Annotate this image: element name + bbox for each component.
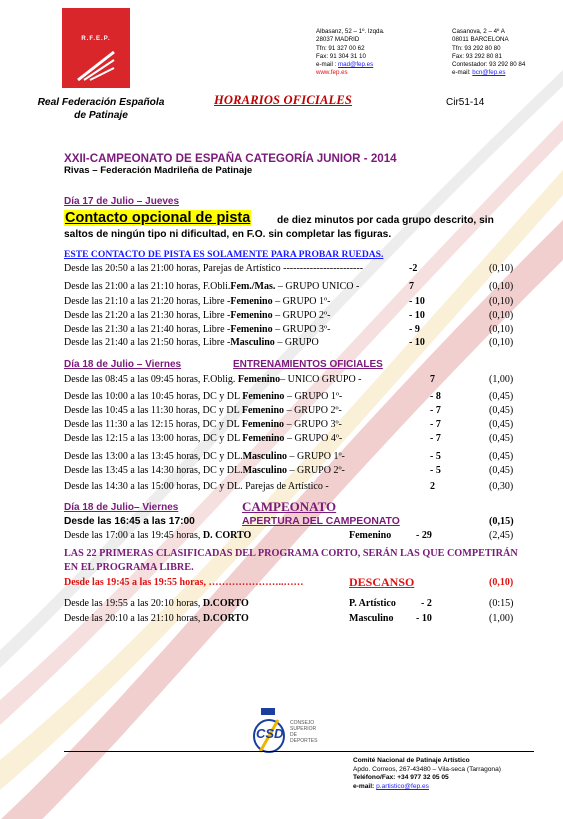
schedule-row: [64, 612, 524, 626]
footer-email-line: [353, 783, 501, 792]
row-time: Desde las 19:55 a las 20:10 horas,: [64, 598, 203, 609]
row-category: Femenino: [241, 405, 285, 416]
row-text: [64, 450, 345, 464]
row-text: [64, 432, 342, 446]
csd-caption-line: CONSEJO: [290, 720, 315, 726]
email-prefix: e-mail :: [316, 61, 339, 69]
csd-caption-line: DEPORTES: [290, 738, 318, 744]
row-category: Femenino: [349, 530, 392, 541]
row-count: 7: [409, 281, 414, 292]
row-time: Desde las 21:00 a las 21:10 horas, F.Obli.: [64, 281, 231, 292]
descanso-time: [64, 576, 303, 590]
schedule-row: [64, 529, 524, 543]
address-line: Tfn: 91 327 00 62: [316, 44, 365, 52]
row-time: Desde las 20:50 a las 21:00 horas, Parejas de Artístico ------------------------: [64, 263, 364, 274]
address-line: Fax: 91 304 31 10: [316, 52, 366, 60]
row-duration: (0,10): [489, 296, 514, 307]
row-text: [64, 612, 249, 626]
row-duration: (0,10): [489, 310, 514, 321]
row-text: [64, 295, 330, 309]
row-duration: (1,00): [489, 374, 514, 385]
row-count: - 7: [430, 405, 441, 416]
address-line: 28037 MADRID: [316, 36, 360, 44]
row-count: 2: [430, 481, 435, 492]
row-program: D.CORTO: [202, 598, 249, 609]
row-count: - 7: [430, 433, 441, 444]
row-group: – GRUPO 3º-: [272, 324, 331, 335]
row-duration: (0,45): [489, 451, 514, 462]
row-category: Masculino: [242, 451, 288, 462]
row-category: Fem./Mas.: [230, 281, 276, 292]
row-count: - 10: [409, 337, 425, 348]
csd-caption-line: SUPERIOR DE: [290, 726, 317, 738]
apertura-duration: (0,15): [489, 516, 514, 527]
row-group: – UNICO GRUPO -: [280, 374, 362, 385]
row-text: [64, 262, 363, 276]
schedule-row: [64, 373, 524, 387]
row-text: [64, 373, 362, 387]
address-line: Tfn: 93 292 80 80: [452, 44, 501, 52]
row-program: D.CORTO: [202, 613, 249, 624]
row-time: Desde las 12:15 a las 13:00 horas, DC y DL: [64, 433, 243, 444]
row-duration: (0,30): [489, 481, 514, 492]
madrid-email-line: [316, 61, 385, 69]
row-duration: (0,45): [489, 391, 514, 402]
barcelona-email-link[interactable]: bcn@fep.es: [472, 69, 506, 77]
schedule-row: [64, 295, 524, 309]
row-group: – GRUPO 2º-: [284, 405, 342, 416]
row-text: [64, 323, 330, 337]
row-group: – GRUPO: [274, 337, 319, 348]
row-category: Femenino: [230, 296, 273, 307]
contacto-description: de diez minutos por cada grupo descrito, sin: [277, 215, 494, 226]
madrid-email-link[interactable]: mad@fep.es: [338, 61, 374, 69]
row-text: [64, 404, 342, 418]
schedule-row: [64, 597, 524, 611]
row-category: Femenino: [230, 324, 273, 335]
descanso-row: [64, 576, 524, 590]
row-count: 7: [430, 374, 435, 385]
row-category: Femenino: [241, 419, 285, 430]
row-category: Masculino: [230, 337, 275, 348]
footer-line: Comité Nacional de Patinaje Artístico: [353, 757, 470, 764]
schedule-row: [64, 309, 524, 323]
row-text: [64, 597, 249, 611]
federation-name-line: Real Federación Española: [37, 97, 165, 108]
row-duration: (0,10): [489, 324, 514, 335]
row-text: [64, 280, 359, 294]
row-time: Desde las 10:00 a las 10:45 horas, DC y DL: [64, 391, 243, 402]
row-group: – GRUPO 2º-: [287, 465, 345, 476]
row-count: - 10: [416, 613, 432, 624]
row-text: [64, 464, 345, 478]
footer-divider: [64, 751, 534, 752]
row-category: Femenino: [242, 433, 285, 444]
row-group: – GRUPO 4º-: [284, 433, 343, 444]
row-duration: (0,45): [489, 433, 514, 444]
clasificacion-note: LAS 22 PRIMERAS CLASIFICADAS DEL PROGRAMA CORTO, SERÁN LAS QUE COMPETIRÁN EN EL PROGRAMA LIBRE.: [64, 548, 518, 573]
barcelona-address: [452, 28, 525, 78]
row-count: - 9: [409, 324, 420, 335]
row-time: Desde las 17:00 a las 19:45 horas,: [64, 530, 203, 541]
day3-heading: Día 18 de Julio– Viernes: [64, 502, 179, 513]
csd-caption: [290, 720, 322, 744]
page-title: XXII-CAMPEONATO DE ESPAÑA CATEGORÍA JUNIOR - 2014: [64, 152, 397, 165]
skate-mark-icon: [74, 46, 118, 82]
schedule-row: [64, 280, 524, 294]
row-count: - 10: [409, 296, 425, 307]
page-subtitle: Rivas – Federación Madrileña de Patinaje: [64, 165, 253, 176]
row-category: Femenino: [230, 310, 273, 321]
row-time: Desde las 13:45 a las 14:30 horas, DC y DL.: [64, 465, 243, 476]
footer-contact: [353, 757, 501, 792]
descanso-dots: …………………..……: [208, 577, 304, 588]
row-program: D. CORTO: [202, 530, 252, 541]
email-prefix: e-mail:: [452, 69, 473, 77]
footer-line: Teléfono/Fax: +34 977 32 05 05: [353, 774, 449, 782]
row-time: Desde las 11:30 a las 12:15 horas, DC y DL: [64, 419, 242, 430]
schedule-row: [64, 262, 524, 276]
schedule-row: [64, 418, 524, 432]
schedule-row: [64, 336, 524, 350]
footer-email-link[interactable]: p.artistico@fep.es: [376, 783, 429, 791]
schedule-row: [64, 464, 524, 478]
csd-letters: CSD: [256, 726, 284, 741]
schedule-row: [64, 480, 524, 494]
contacto-description-2: saltos de ningún tipo ni dificultad, en F.O. sin completar las figuras.: [64, 229, 392, 240]
row-time: Desde las 21:20 a las 21:30 horas, Libre -: [64, 310, 231, 321]
campeonato-heading: CAMPEONATO: [242, 499, 337, 514]
schedule-row: [64, 390, 524, 404]
logo-text: R.F.E.P.: [81, 36, 111, 42]
day2-heading: Día 18 de Julio – Viernes: [64, 359, 182, 370]
address-line: 08011 BARCELONA: [452, 36, 509, 44]
federation-name-line: de Patinaje: [74, 110, 128, 121]
row-time: Desde las 21:30 a las 21:40 horas, Libre -: [64, 324, 231, 335]
row-text: [64, 418, 342, 432]
row-group: – GRUPO 1º-: [284, 391, 343, 402]
row-category: Femenino: [242, 391, 285, 402]
contacto-note: ESTE CONTACTO DE PISTA ES SOLAMENTE PARA PROBAR RUEDAS.: [64, 249, 384, 260]
circular-number: Cir51-14: [446, 97, 485, 108]
row-count: -2: [409, 263, 418, 274]
row-count: - 7: [430, 419, 441, 430]
row-group: – GRUPO 2º-: [272, 310, 331, 321]
descanso-time-text: Desde las 19:45 a las 19:55 horas,: [64, 577, 206, 588]
row-text: [64, 529, 251, 543]
row-count: - 8: [430, 391, 441, 402]
row-duration: (0:15): [489, 598, 514, 609]
row-category: P. Artístico: [349, 598, 396, 609]
web-link[interactable]: www.fep.es: [316, 69, 348, 77]
row-time: Desde las 13:00 a las 13:45 horas, DC y DL.: [64, 451, 243, 462]
row-group: – GRUPO UNICO -: [275, 281, 360, 292]
row-time: Desde las 20:10 a las 21:10 horas,: [64, 613, 203, 624]
row-duration: (0,45): [489, 465, 514, 476]
row-count: - 10: [409, 310, 425, 321]
row-category: Masculino: [242, 465, 288, 476]
schedule-row: [64, 432, 524, 446]
row-duration: (2,45): [489, 530, 514, 541]
row-text: [64, 309, 330, 323]
federation-name: [26, 96, 176, 122]
horarios-heading: HORARIOS OFICIALES: [214, 93, 353, 107]
descanso-label: DESCANSO: [349, 575, 415, 589]
row-time: Desde las 21:40 a las 21:50 horas, Libre -: [64, 337, 231, 348]
address-line: Contestador: 93 292 80 84: [452, 61, 526, 69]
row-time: Desde las 21:10 a las 21:20 horas, Libre -: [64, 296, 231, 307]
row-count: - 5: [430, 465, 441, 476]
row-time: Desde las 14:30 a las 15:00 horas, DC y DL. Parejas de Artístico -: [64, 481, 329, 492]
schedule-row: [64, 404, 524, 418]
row-duration: (0,10): [489, 281, 514, 292]
row-count: - 2: [421, 598, 432, 609]
row-duration: (0,10): [489, 263, 514, 274]
row-count: - 29: [416, 530, 432, 541]
row-text: [64, 390, 342, 404]
row-duration: (0,10): [489, 337, 514, 348]
row-category: Femenino: [237, 374, 281, 385]
schedule-row: [64, 323, 524, 337]
row-duration: (1,00): [489, 613, 514, 624]
row-text: [64, 336, 319, 350]
row-count: - 5: [430, 451, 441, 462]
row-group: – GRUPO 3º-: [284, 419, 342, 430]
rfep-logo: [62, 8, 130, 88]
day1-heading: Día 17 de Julio – Jueves: [64, 196, 180, 207]
address-line: Albasanz, 52 – 1º. Izqda.: [316, 28, 385, 35]
row-duration: (0,45): [489, 405, 514, 416]
address-line: Casanova, 2 – 4º A: [452, 28, 505, 35]
row-time: Desde las 10:45 a las 11:30 horas, DC y DL: [64, 405, 242, 416]
apertura-time: Desde las 16:45 a las 17:00: [64, 516, 195, 527]
day2-section: ENTRENAMIENTOS OFICIALES: [233, 359, 383, 370]
descanso-duration: (0,10): [489, 577, 514, 588]
contacto-highlight: Contacto opcional de pista: [65, 210, 251, 226]
address-line: Fax: 93 292 80 81: [452, 52, 502, 60]
row-text: [64, 480, 329, 494]
footer-line: Apdo. Correos, 267-43480 – Vila-seca (Tarragona): [353, 765, 501, 773]
row-group: – GRUPO 1º-: [287, 451, 345, 462]
row-category: Masculino: [349, 613, 394, 624]
row-time: Desde las 08:45 a las 09:45 horas, F.Oblig.: [64, 374, 238, 385]
email-prefix: e-mail:: [353, 783, 377, 791]
madrid-address: [316, 28, 385, 78]
barcelona-email-line: [452, 69, 525, 77]
row-group: – GRUPO 1º-: [272, 296, 331, 307]
csd-logo: [252, 708, 322, 754]
row-duration: (0,45): [489, 419, 514, 430]
schedule-row: [64, 450, 524, 464]
apertura-label: APERTURA DEL CAMPEONATO: [242, 516, 400, 527]
